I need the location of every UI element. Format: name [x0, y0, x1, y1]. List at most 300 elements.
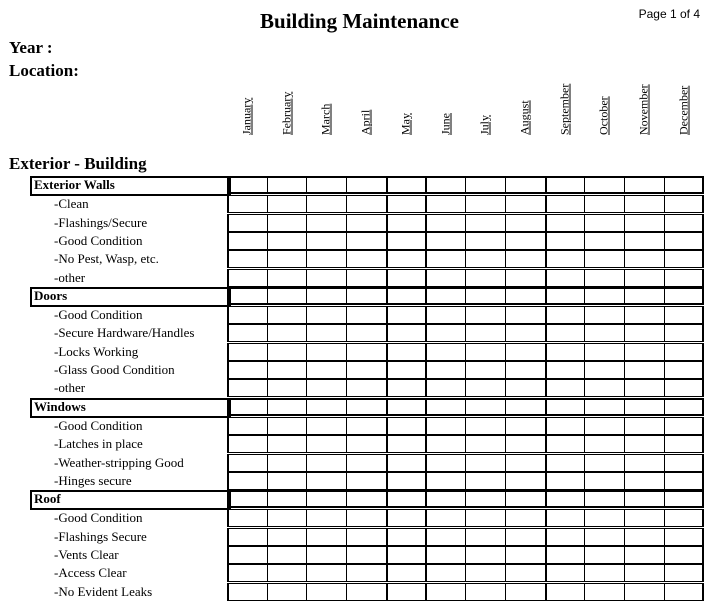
check-cell[interactable] — [545, 343, 586, 361]
check-cell[interactable] — [346, 343, 387, 361]
check-cell[interactable] — [267, 176, 308, 194]
check-cell[interactable] — [306, 379, 347, 397]
check-cell[interactable] — [426, 379, 467, 397]
check-cell[interactable] — [505, 176, 546, 194]
check-cell[interactable] — [267, 583, 308, 601]
check-cell[interactable] — [624, 417, 665, 435]
check-cell[interactable] — [584, 195, 625, 213]
check-cell[interactable] — [227, 509, 268, 527]
check-cell[interactable] — [505, 583, 546, 601]
check-cell[interactable] — [465, 324, 506, 342]
check-cell[interactable] — [624, 564, 665, 582]
check-cell[interactable] — [306, 398, 347, 416]
check-cell[interactable] — [465, 435, 506, 453]
check-cell[interactable] — [624, 176, 665, 194]
check-cell[interactable] — [426, 472, 467, 490]
check-cell[interactable] — [584, 528, 625, 546]
check-cell[interactable] — [227, 176, 268, 194]
check-cell[interactable] — [584, 176, 625, 194]
check-cell[interactable] — [545, 472, 586, 490]
check-cell[interactable] — [227, 472, 268, 490]
check-cell[interactable] — [227, 269, 268, 287]
check-cell[interactable] — [505, 343, 546, 361]
check-cell[interactable] — [386, 490, 427, 508]
check-cell[interactable] — [664, 490, 705, 508]
check-cell[interactable] — [386, 306, 427, 324]
check-cell[interactable] — [545, 490, 586, 508]
check-cell[interactable] — [267, 435, 308, 453]
check-cell[interactable] — [545, 324, 586, 342]
check-cell[interactable] — [664, 269, 705, 287]
item-label: -Glass Good Condition — [54, 362, 175, 377]
check-cell[interactable] — [346, 490, 387, 508]
check-cell[interactable] — [584, 379, 625, 397]
check-cell[interactable] — [545, 306, 586, 324]
check-cell[interactable] — [267, 324, 308, 342]
check-cell[interactable] — [505, 324, 546, 342]
check-cell[interactable] — [545, 564, 586, 582]
check-cell[interactable] — [545, 379, 586, 397]
check-cell[interactable] — [306, 509, 347, 527]
check-cell[interactable] — [426, 287, 467, 305]
check-cell[interactable] — [306, 250, 347, 268]
check-cell[interactable] — [426, 454, 467, 472]
check-cell[interactable] — [306, 564, 347, 582]
check-cell[interactable] — [584, 417, 625, 435]
check-cell[interactable] — [426, 343, 467, 361]
check-cell[interactable] — [386, 343, 427, 361]
check-cell[interactable] — [306, 454, 347, 472]
check-cell[interactable] — [624, 269, 665, 287]
check-cell[interactable] — [465, 269, 506, 287]
check-cell[interactable] — [465, 528, 506, 546]
check-cell[interactable] — [624, 287, 665, 305]
check-cell[interactable] — [624, 361, 665, 379]
table-row — [30, 435, 227, 453]
check-cell[interactable] — [267, 306, 308, 324]
month-label: July — [477, 114, 492, 135]
check-cell[interactable] — [664, 361, 705, 379]
check-cell[interactable] — [624, 232, 665, 250]
check-cell[interactable] — [584, 306, 625, 324]
item-label: -Secure Hardware/Handles — [54, 325, 195, 341]
check-cell[interactable] — [267, 195, 308, 213]
check-cell[interactable] — [267, 287, 308, 305]
month-header-april — [346, 82, 386, 150]
check-cell[interactable] — [664, 306, 705, 324]
check-cell[interactable] — [545, 435, 586, 453]
check-cell[interactable] — [426, 398, 467, 416]
check-cell[interactable] — [227, 195, 268, 213]
check-cell[interactable] — [584, 435, 625, 453]
check-cell[interactable] — [346, 176, 387, 194]
check-cell[interactable] — [346, 417, 387, 435]
item-label: -other — [54, 269, 86, 285]
check-cell[interactable] — [426, 232, 467, 250]
check-cell[interactable] — [465, 490, 506, 508]
check-cell[interactable] — [346, 287, 387, 305]
check-cell[interactable] — [386, 361, 427, 379]
check-cell[interactable] — [624, 509, 665, 527]
check-cell[interactable] — [465, 306, 506, 324]
check-cell[interactable] — [227, 324, 268, 342]
check-cell[interactable] — [505, 232, 546, 250]
check-cell[interactable] — [426, 176, 467, 194]
check-cell[interactable] — [465, 454, 506, 472]
check-cell[interactable] — [505, 454, 546, 472]
check-cell[interactable] — [426, 509, 467, 527]
check-cell[interactable] — [267, 232, 308, 250]
table-row — [30, 546, 227, 564]
check-cell[interactable] — [545, 232, 586, 250]
check-cell[interactable] — [624, 324, 665, 342]
check-cell[interactable] — [505, 306, 546, 324]
check-cell[interactable] — [465, 398, 506, 416]
check-cell[interactable] — [465, 417, 506, 435]
check-cell[interactable] — [545, 269, 586, 287]
check-cell[interactable] — [386, 195, 427, 213]
check-cell[interactable] — [465, 583, 506, 601]
check-cell[interactable] — [465, 564, 506, 582]
check-cell[interactable] — [426, 214, 467, 232]
check-cell[interactable] — [624, 490, 665, 508]
check-cell[interactable] — [306, 490, 347, 508]
check-cell[interactable] — [227, 583, 268, 601]
check-cell[interactable] — [545, 250, 586, 268]
check-cell[interactable] — [227, 361, 268, 379]
check-cell[interactable] — [227, 306, 268, 324]
item-label: -Flashings Secure — [54, 528, 147, 544]
check-cell[interactable] — [227, 490, 268, 508]
check-cell[interactable] — [505, 379, 546, 397]
check-cell[interactable] — [227, 564, 268, 582]
check-cell[interactable] — [664, 509, 705, 527]
check-cell[interactable] — [386, 250, 427, 268]
month-header-row — [227, 83, 703, 154]
page-number: Page 1 of 4 — [638, 7, 700, 21]
check-cell[interactable] — [346, 398, 387, 416]
check-cell[interactable] — [306, 583, 347, 601]
check-cell[interactable] — [346, 195, 387, 213]
check-cell[interactable] — [267, 269, 308, 287]
check-cell[interactable] — [306, 269, 347, 287]
check-cell[interactable] — [227, 232, 268, 250]
check-cell[interactable] — [664, 435, 705, 453]
check-cell[interactable] — [505, 417, 546, 435]
check-cell[interactable] — [624, 398, 665, 416]
check-cell[interactable] — [465, 287, 506, 305]
check-cell[interactable] — [426, 583, 467, 601]
check-cell[interactable] — [426, 490, 467, 508]
check-cell[interactable] — [584, 214, 625, 232]
check-cell[interactable] — [386, 287, 427, 305]
check-cell[interactable] — [545, 546, 586, 564]
check-cell[interactable] — [664, 195, 705, 213]
check-cell[interactable] — [584, 287, 625, 305]
check-cell[interactable] — [386, 324, 427, 342]
check-cell[interactable] — [306, 528, 347, 546]
check-cell[interactable] — [346, 250, 387, 268]
check-cell[interactable] — [227, 379, 268, 397]
check-cell[interactable] — [267, 361, 308, 379]
check-cell[interactable] — [505, 269, 546, 287]
check-cell[interactable] — [465, 343, 506, 361]
check-cell[interactable] — [346, 435, 387, 453]
check-cell[interactable] — [386, 528, 427, 546]
check-cell[interactable] — [267, 214, 308, 232]
check-cell[interactable] — [664, 546, 705, 564]
check-cell[interactable] — [267, 564, 308, 582]
table-row — [30, 454, 227, 472]
check-cell[interactable] — [306, 435, 347, 453]
check-cell[interactable] — [545, 398, 586, 416]
check-cell[interactable] — [664, 214, 705, 232]
check-cell[interactable] — [386, 269, 427, 287]
check-cell[interactable] — [664, 176, 705, 194]
check-cell[interactable] — [545, 454, 586, 472]
category-label: Doors — [34, 287, 68, 303]
check-cell[interactable] — [346, 564, 387, 582]
check-cell[interactable] — [346, 454, 387, 472]
check-cell[interactable] — [227, 435, 268, 453]
check-cell[interactable] — [624, 195, 665, 213]
check-cell[interactable] — [664, 343, 705, 361]
check-cell[interactable] — [584, 250, 625, 268]
check-cell[interactable] — [624, 214, 665, 232]
table-row — [30, 379, 227, 397]
check-cell[interactable] — [505, 195, 546, 213]
check-cell[interactable] — [267, 379, 308, 397]
check-cell[interactable] — [664, 287, 705, 305]
check-cell[interactable] — [465, 250, 506, 268]
check-cell[interactable] — [227, 398, 268, 416]
check-cell[interactable] — [584, 490, 625, 508]
check-cell[interactable] — [584, 343, 625, 361]
check-cell[interactable] — [584, 324, 625, 342]
check-cell[interactable] — [624, 343, 665, 361]
table-row — [30, 509, 227, 527]
check-cell[interactable] — [426, 324, 467, 342]
month-label: September — [557, 83, 572, 135]
check-cell[interactable] — [584, 546, 625, 564]
check-cell[interactable] — [227, 250, 268, 268]
check-cell[interactable] — [426, 564, 467, 582]
check-cell[interactable] — [584, 583, 625, 601]
check-cell[interactable] — [465, 176, 506, 194]
check-cell[interactable] — [267, 417, 308, 435]
item-label: -Weather-stripping Good — [54, 454, 184, 470]
check-cell[interactable] — [505, 490, 546, 508]
check-cell[interactable] — [426, 269, 467, 287]
check-cell[interactable] — [505, 564, 546, 582]
check-cell[interactable] — [346, 379, 387, 397]
check-cell[interactable] — [505, 214, 546, 232]
check-cell[interactable] — [306, 343, 347, 361]
check-cell[interactable] — [426, 435, 467, 453]
check-cell[interactable] — [505, 472, 546, 490]
check-cell[interactable] — [624, 528, 665, 546]
check-cell[interactable] — [505, 435, 546, 453]
check-cell[interactable] — [664, 398, 705, 416]
check-cell[interactable] — [386, 472, 427, 490]
check-cell[interactable] — [426, 361, 467, 379]
check-cell[interactable] — [346, 546, 387, 564]
check-cell[interactable] — [465, 509, 506, 527]
month-label: January — [239, 97, 254, 135]
check-cell[interactable] — [386, 435, 427, 453]
check-cell[interactable] — [267, 509, 308, 527]
check-cell[interactable] — [465, 472, 506, 490]
check-cell[interactable] — [306, 176, 347, 194]
check-cell[interactable] — [545, 528, 586, 546]
table-row — [30, 472, 227, 490]
check-cell[interactable] — [465, 379, 506, 397]
check-cell[interactable] — [545, 583, 586, 601]
check-cell[interactable] — [505, 509, 546, 527]
check-cell[interactable] — [584, 232, 625, 250]
check-cell[interactable] — [664, 583, 705, 601]
check-cell[interactable] — [386, 564, 427, 582]
check-cell[interactable] — [426, 528, 467, 546]
check-cell[interactable] — [346, 509, 387, 527]
check-cell[interactable] — [624, 306, 665, 324]
check-cell[interactable] — [227, 454, 268, 472]
check-cell[interactable] — [346, 232, 387, 250]
check-cell[interactable] — [624, 250, 665, 268]
check-cell[interactable] — [545, 195, 586, 213]
check-cell[interactable] — [545, 176, 586, 194]
check-cell[interactable] — [505, 287, 546, 305]
check-cell[interactable] — [545, 287, 586, 305]
check-cell[interactable] — [267, 472, 308, 490]
check-cell[interactable] — [267, 454, 308, 472]
check-cell[interactable] — [346, 214, 387, 232]
check-cell[interactable] — [664, 232, 705, 250]
check-cell[interactable] — [664, 250, 705, 268]
item-label: -Good Condition — [54, 510, 143, 526]
check-cell[interactable] — [465, 232, 506, 250]
check-cell[interactable] — [505, 398, 546, 416]
page-title: Building Maintenance — [260, 9, 459, 33]
check-cell[interactable] — [267, 528, 308, 546]
check-cell[interactable] — [267, 343, 308, 361]
check-cell[interactable] — [664, 472, 705, 490]
check-cell[interactable] — [426, 250, 467, 268]
check-cell[interactable] — [306, 417, 347, 435]
check-cell[interactable] — [505, 361, 546, 379]
check-cell[interactable] — [306, 324, 347, 342]
check-cell[interactable] — [306, 195, 347, 213]
check-cell[interactable] — [267, 250, 308, 268]
check-cell[interactable] — [465, 546, 506, 564]
check-cell[interactable] — [386, 546, 427, 564]
check-cell[interactable] — [545, 509, 586, 527]
check-cell[interactable] — [386, 454, 427, 472]
check-cell[interactable] — [227, 287, 268, 305]
check-cell[interactable] — [505, 250, 546, 268]
check-cell[interactable] — [505, 546, 546, 564]
check-cell[interactable] — [426, 417, 467, 435]
check-cell[interactable] — [386, 417, 427, 435]
check-cell[interactable] — [267, 546, 308, 564]
check-cell[interactable] — [346, 583, 387, 601]
check-cell[interactable] — [346, 324, 387, 342]
check-cell[interactable] — [227, 528, 268, 546]
check-cell[interactable] — [465, 195, 506, 213]
check-cell[interactable] — [465, 214, 506, 232]
check-cell[interactable] — [584, 472, 625, 490]
month-label: December — [676, 85, 691, 135]
check-cell[interactable] — [346, 269, 387, 287]
check-cell[interactable] — [664, 379, 705, 397]
check-cell[interactable] — [545, 214, 586, 232]
check-cell[interactable] — [426, 546, 467, 564]
check-cell[interactable] — [624, 583, 665, 601]
check-cell[interactable] — [584, 509, 625, 527]
check-cell[interactable] — [227, 417, 268, 435]
check-cell[interactable] — [465, 361, 506, 379]
check-cell[interactable] — [346, 361, 387, 379]
check-cell[interactable] — [267, 490, 308, 508]
check-cell[interactable] — [664, 528, 705, 546]
month-label: August — [517, 100, 532, 135]
table-row — [30, 343, 227, 361]
check-cell[interactable] — [584, 398, 625, 416]
check-cell[interactable] — [346, 528, 387, 546]
check-cell[interactable] — [306, 546, 347, 564]
check-cell[interactable] — [426, 306, 467, 324]
check-cell[interactable] — [664, 564, 705, 582]
check-cell[interactable] — [545, 417, 586, 435]
check-cell[interactable] — [306, 361, 347, 379]
check-cell[interactable] — [386, 398, 427, 416]
check-cell[interactable] — [306, 287, 347, 305]
check-cell[interactable] — [584, 564, 625, 582]
check-cell[interactable] — [306, 306, 347, 324]
check-cell[interactable] — [505, 528, 546, 546]
check-cell[interactable] — [386, 509, 427, 527]
check-cell[interactable] — [664, 454, 705, 472]
check-cell[interactable] — [227, 546, 268, 564]
check-cell[interactable] — [386, 583, 427, 601]
check-cell[interactable] — [664, 324, 705, 342]
check-cell[interactable] — [624, 472, 665, 490]
check-cell[interactable] — [386, 176, 427, 194]
check-cell[interactable] — [624, 435, 665, 453]
check-cell[interactable] — [267, 398, 308, 416]
check-cell[interactable] — [584, 454, 625, 472]
check-cell[interactable] — [386, 232, 427, 250]
check-cell[interactable] — [227, 343, 268, 361]
check-cell[interactable] — [346, 306, 387, 324]
check-cell[interactable] — [584, 361, 625, 379]
check-cell[interactable] — [624, 379, 665, 397]
check-cell[interactable] — [624, 454, 665, 472]
check-cell[interactable] — [584, 269, 625, 287]
check-cell[interactable] — [227, 214, 268, 232]
check-cell[interactable] — [386, 379, 427, 397]
month-label: June — [438, 113, 452, 135]
check-cell[interactable] — [306, 214, 347, 232]
check-cell[interactable] — [346, 472, 387, 490]
check-cell[interactable] — [306, 472, 347, 490]
check-cell[interactable] — [545, 361, 586, 379]
check-cell[interactable] — [624, 546, 665, 564]
check-cell[interactable] — [664, 417, 705, 435]
check-cell[interactable] — [426, 195, 467, 213]
check-cell[interactable] — [386, 214, 427, 232]
check-cell[interactable] — [306, 232, 347, 250]
